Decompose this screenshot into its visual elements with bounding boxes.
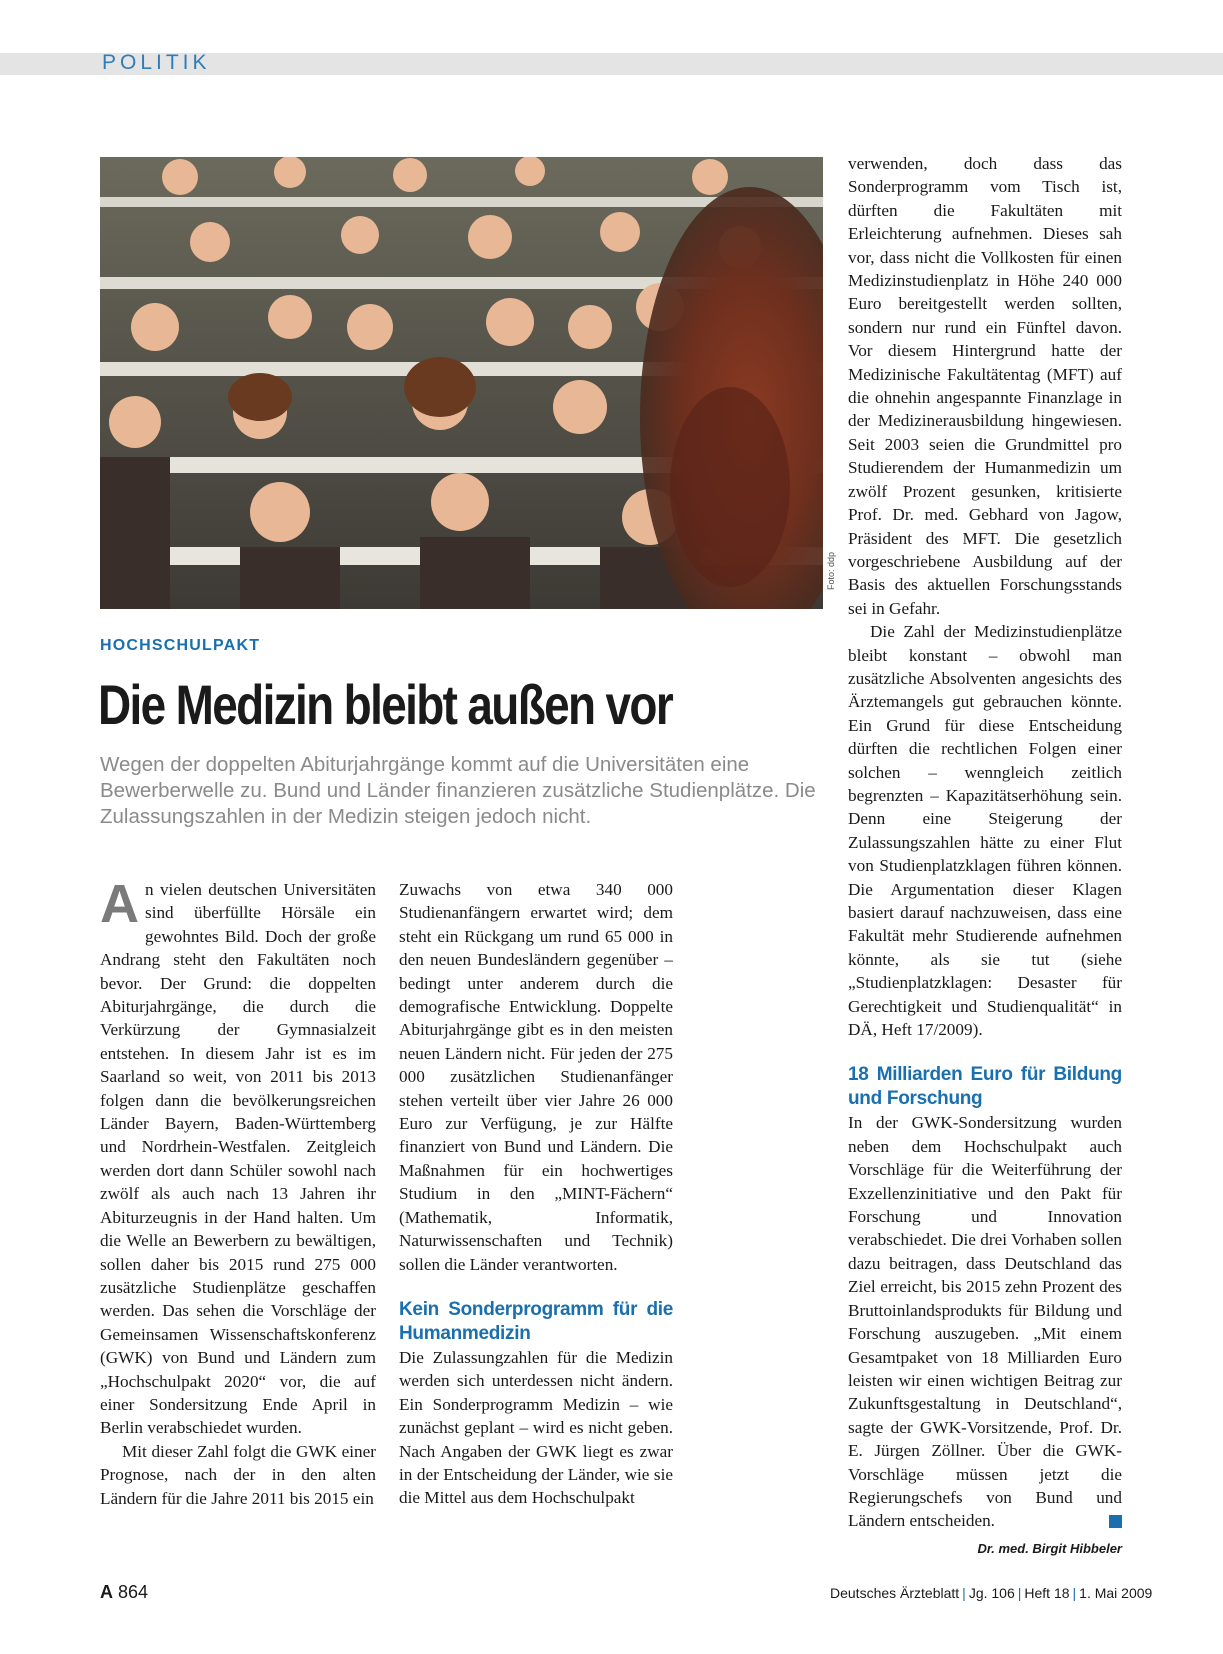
photo-credit: Foto: ddp (826, 551, 836, 590)
journal-volume: Jg. 106 (968, 1585, 1015, 1601)
page-number: A 864 (100, 1582, 149, 1602)
subhead-no-special-program: Kein Sonderprogramm für die Humanmedizin (399, 1298, 673, 1344)
article-lead: Wegen der doppelten Abiturjahrgänge kommt auf die Universitäten eine Bewerberwelle zu. Bund und Länder finanzieren zusätzliche Studienplätze. Die Zulassungszahlen in der Medizin steigen jedoch nicht. (100, 753, 816, 828)
paragraph-2-continued: Zuwachs von etwa 340 000 Studienanfängern erwartet wird; dem steht ein Rückgang um rund 65 000 in den neuen Bundesländern gegenüber – bedingt unter anderem durch die demografische Entwicklung. Doppelte Abiturjahrgänge gibt es in den meisten neuen Ländern nicht. Für jeden der 275 000 zusätzlichen Studienanfänger stehen verteilt über vier Jahre 26 000 Euro zur Verfügung, je zur Hälfte finanziert von Bund und Ländern. Die Maßnahmen für ein hochwertiges Studium in den „MINT-Fächern“ (Mathematik, Informatik, Naturwissenschaften und Technik) sollen die Länder verantworten. (399, 880, 673, 1274)
section-label: POLITIK (102, 51, 211, 74)
journal-name: Deutsches Ärzteblatt (830, 1585, 960, 1601)
journal-issue: Heft 18 (1024, 1585, 1070, 1601)
paragraph-1 (100, 874, 376, 1440)
paragraph-3: Die Zulassungzahlen für die Medizin werden sich unterdessen nicht ändern. Ein Sonderprogramm Medizin – wie zunächst geplant – wird es nicht geben. Nach Angaben der GWK liegt es zwar in der Entscheidung der Länder, wie sie die Mittel aus dem Hochschulpakt (399, 1347, 673, 1508)
journal-date: 1. Mai 2009 (1079, 1585, 1153, 1601)
article-kicker: HOCHSCHULPAKT (100, 637, 261, 654)
dropcap: A (100, 874, 139, 934)
article-headline: Die Medizin bleibt außen vor (98, 673, 673, 736)
paragraph-1-text: n vielen deutschen Universitäten sind überfüllte Hörsäle ein gewohntes Bild. Doch der große Andrang steht den Fakultäten noch bevor. Der Grund: die doppelten Abiturjahrgänge, die durch die Verkürzung der Gymnasialzeit entstehen. In diesem Jahr ist es im Saarland so weit, von 2011 bis 2013 folgen dann die bevölkerungsreichen Länder Bayern, Baden-Württemberg und Nordrhein-Westfalen. Zeitgleich werden dort dann Schüler sowohl nach zwölf als auch nach 13 Jahren ihr Abiturzeugnis in der Hand halten. Um die Welle an Bewerbern zu bewältigen, sollen daher bis 2015 rund 275 000 zusätzliche Studienplätze geschaffen werden. Das sehen die Vorschläge der Gemeinsamen Wissenschaftskonferenz (GWK) von Bund und Ländern zum „Hochschulpakt 2020“ vor, die auf einer Sondersitzung Ende April in Berlin verabschiedet wurden. (100, 880, 376, 1438)
subhead-18-billion: 18 Milliarden Euro für Bildung und Forschung (848, 1064, 1122, 1110)
paragraph-4: Die Zahl der Medizinstudienplätze bleibt konstant – obwohl man zusätzliche Absolventen angesichts des Ärztemangels gut gebrauchen könnte. Ein Grund für diese Entscheidung dürften die rechtlichen Folgen einer solchen – wenngleich zeitlich begrenzten – Kapazitätserhöhung sein. Denn eine Steigerung der Zulassungszahlen hätte zu einer Flut von Studienplatzklagen führen können. Die Argumentation dieser Klagen basiert darauf nachzuweisen, dass eine Fakultät mehr Studierende aufnehmen könnte, als sie tut (siehe „Studienplatzklagen: Desaster für Gerechtigkeit und Studienqualität“ in DÄ, Heft 17/2009). (848, 622, 1122, 1040)
article-column-1 (100, 874, 376, 1510)
article-column-2 (399, 878, 673, 1510)
journal-footer: Deutsches Ärzteblatt | Jg. 106 | Heft 18 | 1. Mai 2009 (830, 1585, 1153, 1601)
paragraph-2: Mit dieser Zahl folgt die GWK einer Prognose, nach der in den alten Ländern für die Jahre 2011 bis 2015 ein (100, 1441, 376, 1508)
end-of-article-icon (1109, 1515, 1122, 1528)
paragraph-5: In der GWK-Sondersitzung wurden neben dem Hochschulpakt auch Vorschläge für die Weiterführung der Exzellenzinitiative und den Pakt für Forschung und Innovation verabschiedet. Die drei Vorhaben sollen dazu beitragen, dass Deutschland das Ziel erreicht, bis 2015 zehn Prozent des Bruttoinlandsprodukts für Bildung und Forschung auszugeben. „Mit einem Gesamtpaket von 18 Milliarden Euro leisten wir einen wichtigen Beitrag zur Zukunftsgestaltung in Deutschland“, sagte der GWK-Vorsitzende, Prof. Dr. E. Jürgen Zöllner. Über die GWK-Vorschläge müssen jetzt die Regierungschefs von Bund und Ländern entscheiden. (848, 1113, 1122, 1531)
article-column-3 (848, 152, 1122, 1560)
lecture-hall-photo (100, 157, 823, 609)
paragraph-3-continued: verwenden, doch dass das Sonderprogramm vom Tisch ist, dürften die Fakultäten mit Erleichterung aufnehmen. Dieses sah vor, dass nicht die Vollkosten für einen Medizinstudienplatz in Höhe 240 000 Euro bereitgestellt werden sollten, sondern nur rund ein Fünftel davon. Vor diesem Hintergrund hatte der Medizinische Fakultätentag (MFT) auf die ohnehin angespannte Finanzlage in der Medizinerausbildung hingewiesen. Seit 2003 seien die Grundmittel pro Studierendem der Humanmedizin um zwölf Prozent gesunken, kritisierte Prof. Dr. med. Gebhard von Jagow, Präsident des MFT. Die gesetzlich vorgeschriebene Ausbildung auf der Basis des aktuellen Forschungsstands sei in Gefahr. (848, 154, 1122, 618)
author-byline: Dr. med. Birgit Hibbeler (977, 1540, 1122, 1556)
